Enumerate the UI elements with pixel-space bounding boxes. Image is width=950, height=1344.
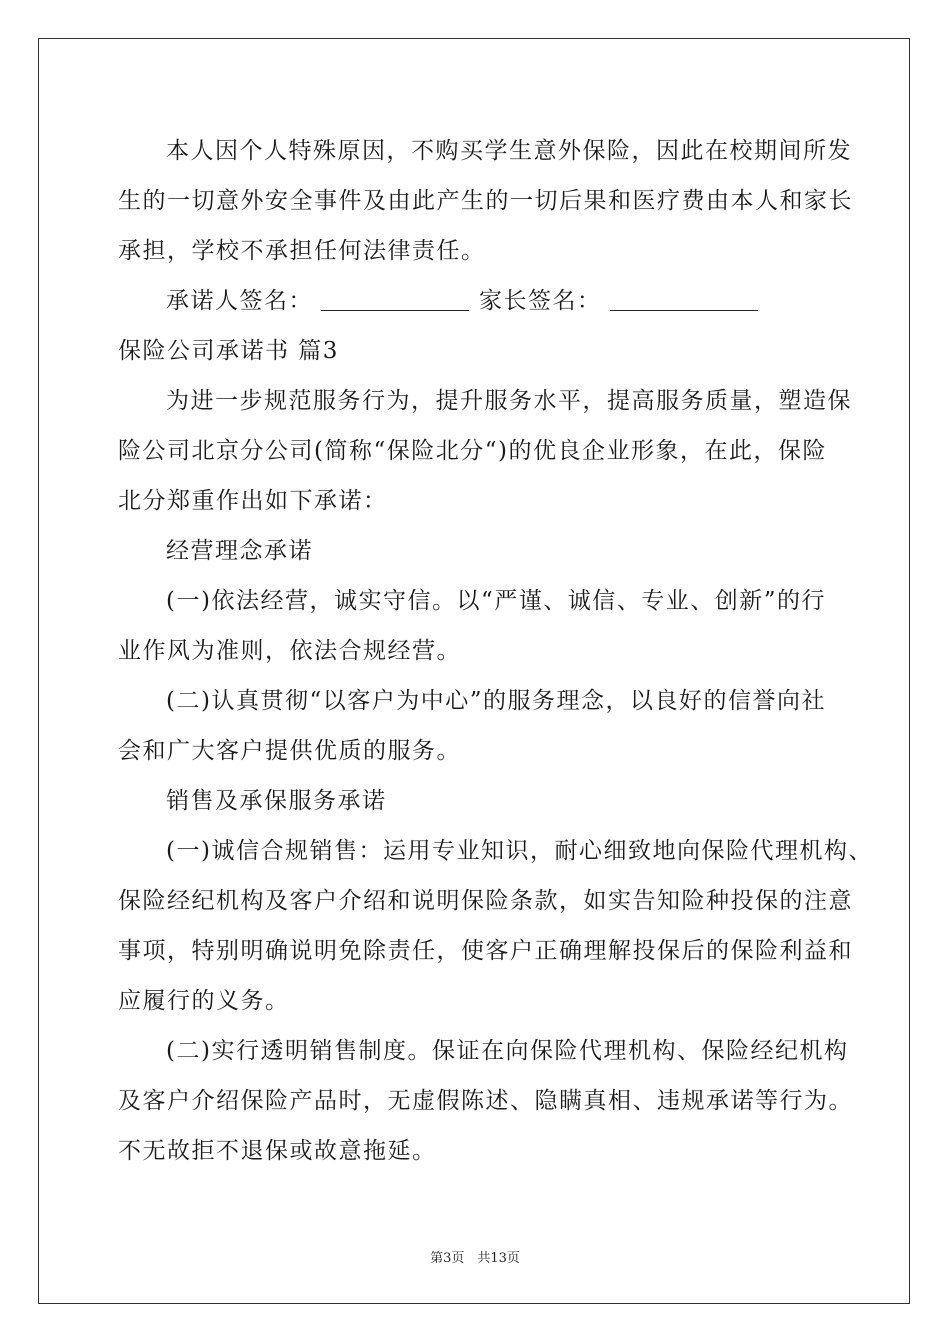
promiser-signature-blank[interactable] — [321, 290, 469, 311]
item-line: 保险经纪机构及客户介绍和说明保险条款，如实告知险种投保的注意 — [118, 888, 853, 914]
intro-line: 为进一步规范服务行为，提升服务水平，提高服务质量，塑造保 — [166, 388, 852, 414]
signature-row — [118, 276, 838, 326]
item-line: (一)诚信合规销售：运用专业知识，耐心细致地向保险代理机构、 — [166, 838, 873, 864]
promiser-signature-label: 承诺人签名： — [166, 288, 313, 314]
item-line: 及客户介绍保险产品时，无虚假陈述、隐瞒真相、违规承诺等行为。 — [118, 1088, 853, 1114]
paragraph-line: 本人因个人特殊原因，不购买学生意外保险，因此在校期间所发 — [166, 138, 852, 164]
item-line: (二)认真贯彻“以客户为中心”的服务理念，以良好的信誉向社 — [166, 688, 826, 714]
item-line: (一)依法经营，诚实守信。以“严谨、诚信、专业、创新”的行 — [166, 588, 826, 614]
item-line: (二)实行透明销售制度。保证在向保险代理机构、保险经纪机构 — [166, 1038, 849, 1064]
item-line: 不无故拒不退保或故意拖延。 — [118, 1138, 437, 1164]
parent-signature-blank[interactable] — [610, 290, 758, 311]
parent-signature-label: 家长签名： — [479, 288, 602, 314]
document-body — [118, 126, 873, 1176]
paragraph-line: 生的一切意外安全事件及由此产生的一切后果和医疗费由本人和家长 — [118, 188, 853, 214]
page-number: 第3页 共13页 — [430, 1251, 520, 1266]
item-line: 应履行的义务。 — [118, 988, 290, 1014]
item-line: 业作风为准则，依法合规经营。 — [118, 638, 461, 664]
heading-business-philosophy: 经营理念承诺 — [166, 538, 313, 564]
item-line: 会和广大客户提供优质的服务。 — [118, 738, 461, 764]
item-line: 事项，特别明确说明免除责任，使客户正确理解投保后的保险利益和 — [118, 938, 853, 964]
intro-line: 北分郑重作出如下承诺： — [118, 488, 388, 514]
intro-line: 险公司北京分公司(简称“保险北分“)的优良企业形象，在此，保险 — [118, 438, 827, 464]
heading-sales-service: 销售及承保服务承诺 — [166, 788, 387, 814]
paragraph-line: 承担，学校不承担任何法律责任。 — [118, 238, 486, 264]
section-title: 保险公司承诺书 篇3 — [118, 338, 339, 364]
